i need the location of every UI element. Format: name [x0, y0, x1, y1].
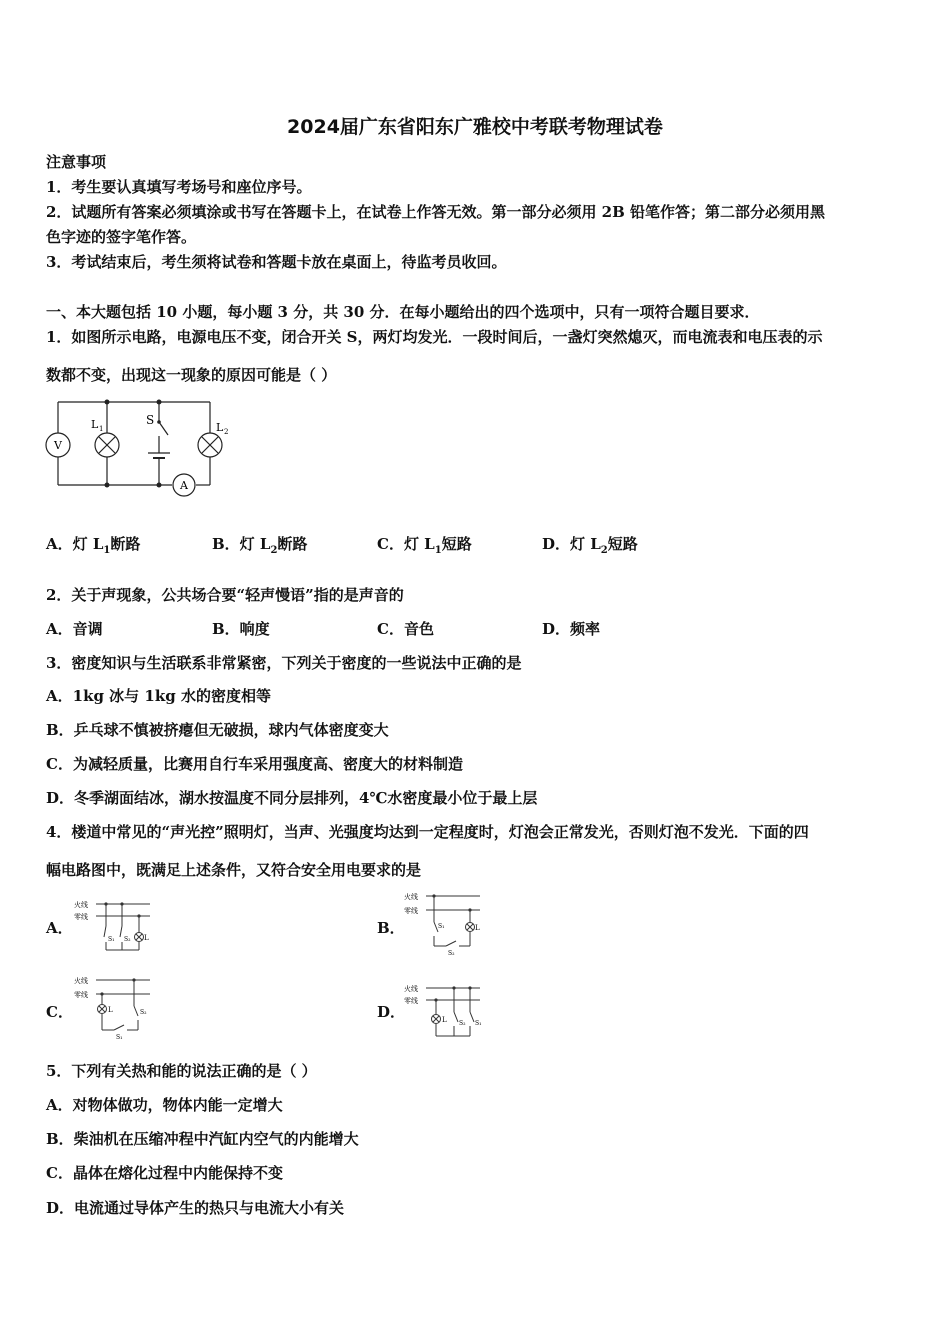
option-text: D．灯 L [542, 535, 601, 553]
q4-circuit-c [74, 972, 154, 1044]
option-subscript: 2 [270, 545, 278, 556]
voltmeter-label: V [54, 439, 62, 452]
q3-option-d[interactable]: D．冬季湖面结冰，湖水按温度不同分层排列，4℃水密度最小位于最上层 [46, 789, 538, 807]
notice-item: 1．考生要认真填写考场号和座位序号。 [46, 178, 312, 196]
q4-circuit-a [74, 896, 154, 956]
lamp-l2-subscript: 2 [224, 428, 229, 436]
notice-item: 2．试题所有答案必须填涂或书写在答题卡上，在试卷上作答无效。第一部分必须用 2B 铅笔作答；第二部分必须用黑 [46, 203, 826, 221]
q2-option-b[interactable]: B．响度 [212, 620, 270, 638]
notice-item: 色字迹的签字笔作答。 [46, 228, 197, 246]
q2-option-c[interactable]: C．音色 [377, 620, 434, 638]
option-text: C．灯 L [377, 535, 435, 553]
wire-fire-label: 火线 [404, 985, 418, 993]
q3-option-a[interactable]: A．1kg 冰与 1kg 水的密度相等 [46, 687, 271, 705]
wire-zero-label: 零线 [404, 997, 418, 1005]
switch-s-label: S [146, 413, 155, 427]
lamp-l1-subscript: 1 [99, 425, 104, 433]
lamp-label: L [144, 934, 149, 942]
q5-option-a[interactable]: A．对物体做功，物体内能一定增大 [46, 1096, 283, 1114]
q4-circuit-b [404, 888, 484, 960]
option-text: A．灯 L [46, 535, 104, 553]
wire-zero-label: 零线 [74, 991, 88, 999]
lamp-label: L [442, 1016, 447, 1024]
q5-option-d[interactable]: D．电流通过导体产生的热只与电流大小有关 [46, 1199, 345, 1217]
option-subscript: 1 [434, 545, 442, 556]
q1-circuit-diagram [44, 398, 244, 498]
section-heading: 一、本大题包括 10 小题，每小题 3 分，共 30 分．在每小题给出的四个选项中，只有一项符合题目要求． [46, 303, 760, 321]
wire-zero-label: 零线 [404, 907, 418, 915]
q5-option-b[interactable]: B．柴油机在压缩冲程中汽缸内空气的内能增大 [46, 1130, 359, 1148]
switch-s1-label: S₁ [116, 1034, 123, 1041]
switch-s1-label: S₁ [438, 923, 445, 930]
q4-option-d[interactable]: D． [377, 1003, 406, 1021]
q2-option-d[interactable]: D．频率 [542, 620, 601, 638]
switch-s2-label: S₂ [448, 950, 455, 957]
notice-heading: 注意事项 [46, 153, 107, 171]
q4-stem-line2: 幅电路图中，既满足上述条件，又符合安全用电要求的是 [46, 861, 422, 879]
notice-item: 3．考试结束后，考生须将试卷和答题卡放在桌面上，待监考员收回。 [46, 253, 507, 271]
option-text: B．灯 L [212, 535, 271, 553]
lamp-l2-label: L [216, 421, 224, 434]
q4-option-b[interactable]: B． [377, 919, 405, 937]
option-text: 短路 [607, 535, 638, 553]
q4-option-a[interactable]: A． [46, 919, 73, 937]
q1-option-d[interactable] [542, 534, 638, 561]
q4-option-c[interactable]: C． [46, 1003, 73, 1021]
wire-zero-label: 零线 [74, 913, 88, 921]
q1-option-b[interactable] [212, 534, 307, 561]
lamp-label: L [108, 1006, 113, 1014]
q1-stem-line2: 数都不变，出现这一现象的原因可能是（ ） [46, 366, 337, 384]
wire-fire-label: 火线 [74, 901, 88, 909]
lamp-l1-label: L [91, 418, 99, 431]
switch-s1-label: S₁ [475, 1020, 482, 1027]
exam-title: 2024届广东省阳东广雅校中考联考物理试卷 [287, 116, 663, 138]
q3-option-c[interactable]: C．为减轻质量，比赛用自行车采用强度高、密度大的材料制造 [46, 755, 463, 773]
option-text: 断路 [277, 535, 308, 553]
switch-s2-label: S₂ [459, 1020, 466, 1027]
ammeter-label: A [180, 479, 188, 492]
switch-s2-label: S₂ [140, 1009, 147, 1016]
switch-s2-label: S₂ [124, 936, 131, 943]
option-text: 断路 [110, 535, 141, 553]
option-text: 短路 [441, 535, 472, 553]
q2-option-a[interactable]: A．音调 [46, 620, 103, 638]
q5-stem: 5．下列有关热和能的说法正确的是（ ） [46, 1062, 317, 1080]
q4-stem-line1: 4．楼道中常见的“声光控”照明灯，当声、光强度均达到一定程度时，灯泡会正常发光，否则灯泡不发光．下面的四 [46, 823, 809, 841]
wire-fire-label: 火线 [74, 977, 88, 985]
q1-stem-line1: 1．如图所示电路，电源电压不变，闭合开关 S，两灯均发光．一段时间后，一盏灯突然熄灭，而电流表和电压表的示 [46, 328, 823, 346]
q5-option-c[interactable]: C．晶体在熔化过程中内能保持不变 [46, 1164, 283, 1182]
option-subscript: 2 [600, 545, 608, 556]
switch-s1-label: S₁ [108, 936, 115, 943]
q3-option-b[interactable]: B．乒乓球不慎被挤瘪但无破损，球内气体密度变大 [46, 721, 389, 739]
q3-stem: 3．密度知识与生活联系非常紧密，下列关于密度的一些说法中正确的是 [46, 654, 522, 672]
q1-option-a[interactable] [46, 534, 140, 561]
wire-fire-label: 火线 [404, 893, 418, 901]
lamp-label: L [475, 924, 480, 932]
q1-option-c[interactable] [377, 534, 472, 561]
option-subscript: 1 [103, 545, 111, 556]
q2-stem: 2．关于声现象，公共场合要“轻声慢语”指的是声音的 [46, 586, 404, 604]
q4-circuit-d [404, 980, 484, 1044]
